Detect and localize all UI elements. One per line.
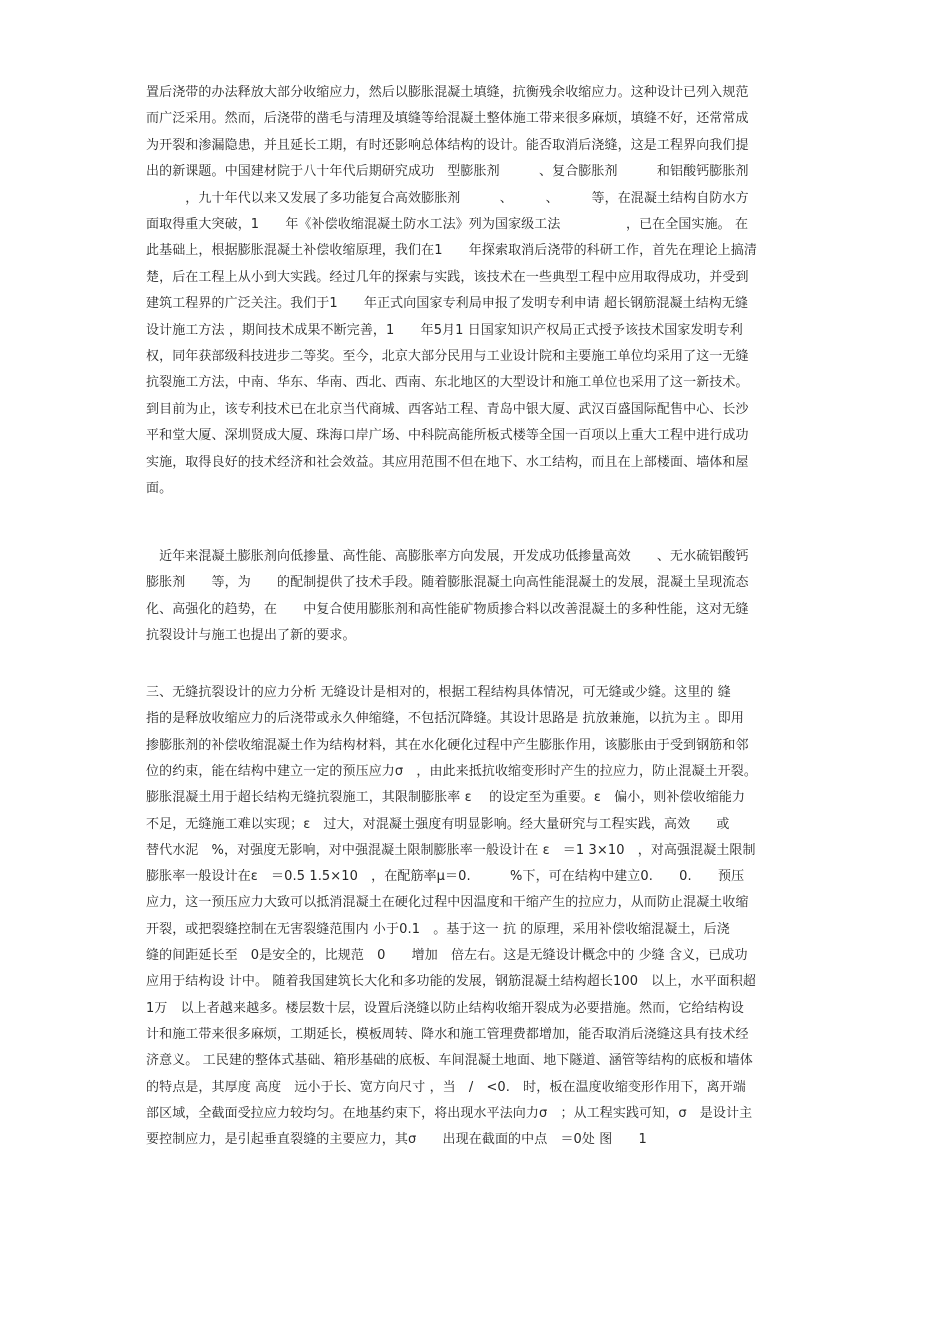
text-line: 此基础上，根据膨胀混凝土补偿收缩原理，我们在1 年探索取消后浇带的科研工作，首先在理论上搞清 <box>146 243 757 259</box>
text-line: ，九十年代以来又发展了多功能复合高效膨胀剂 、 、 等，在混凝土结构自防水方 <box>146 190 749 206</box>
text-line: 化、高强化的趋势，在 中复合使用膨胀剂和高性能矿物质掺合料以改善混凝土的多种性能，这对无缝 <box>146 601 749 617</box>
text-line: 部区域，全截面受拉应力较均匀。在地基约束下，将出现水平法向力σ ；从工程实践可知，σ 是设计主 <box>146 1105 753 1121</box>
text-line: 膨胀率一般设计在ε ＝0.5 1.5×10 ，在配筋率μ＝0. %下，可在结构中建立0. 0. 预压 <box>146 869 745 885</box>
text-line: 缝的间距延长至 0是安全的，比规范 0 增加 倍左右。这是无缝设计概念中的 少缝 含义，已成功 <box>146 948 748 963</box>
text-line: 平和堂大厦、深圳贤成大厦、珠海口岸广场、中科院高能所板式楼等全国一百项以上重大工程中进行成功 <box>146 428 749 444</box>
text-line: 计和施工带来很多麻烦，工期延长，模板周转、降水和施工管理费都增加，能否取消后浇缝这具有技术经 <box>146 1026 749 1042</box>
text-line: 掺膨胀剂的补偿收缩混凝土作为结构材料，其在水化硬化过程中产生膨胀作用，该膨胀由于受到钢筋和邻 <box>146 737 749 753</box>
text-line: 不足，无缝施工难以实现；ε 过大，对混凝土强度有明显影响。经大量研究与工程实践，高效 或 <box>146 816 730 832</box>
text-line: 楚，后在工程上从小到大实践。经过几年的探索与实践，该技术在一些典型工程中应用取得成功，并受到 <box>146 269 749 285</box>
text-line: 设计施工方法 ，期间技术成果不断完善，1 年5月1 日国家知识产权局正式授予该技术国家发明专利 <box>146 322 743 338</box>
text-line: 膨胀混凝土用于超长结构无缝抗裂施工，其限制膨胀率 ε 的设定至为重要。ε 偏小，则补偿收缩能力 <box>146 790 746 806</box>
text-line: 面。 <box>146 481 173 496</box>
text-line: 济意义。 工民建的整体式基础、箱形基础的底板、车间混凝土地面、地下隧道、涵管等结构的底板和墙体 <box>146 1053 753 1069</box>
text-line: 而广泛采用。然而，后浇带的凿毛与清理及填缝等给混凝土整体施工带来很多麻烦，填缝不好，还常常成 <box>146 111 749 127</box>
text-line: 到目前为止，该专利技术已在北京当代商城、西客站工程、青岛中银大厦、武汉百盛国际配售中心、长沙 <box>146 401 749 417</box>
text-line: 抗裂设计与施工也提出了新的要求。 <box>146 627 356 643</box>
text-line: 开裂，或把裂缝控制在无害裂缝范围内 小于0.1 。基于这一 抗 的原理，采用补偿收缩混凝土，后浇 <box>146 921 730 937</box>
text-line: 的特点是，其厚度 高度 远小于长、宽方向尺寸 ，当 / <0. 时，板在温度收缩变形作用下，离开端 <box>146 1079 746 1095</box>
text-line: 出的新课题。中国建材院于八十年代后期研究成功 型膨胀剂 、复合膨胀剂 和铝酸钙膨胀剂 <box>146 164 749 180</box>
text-line: 建筑工程界的广泛关注。我们于1 年正式向国家专利局申报了发明专利申请 超长钢筋混凝土结构无缝 <box>146 296 749 312</box>
text-line: 应用于结构设 计中。 随着我国建筑长大化和多功能的发展，钢筋混凝土结构超长100 以上，水平面积超 <box>146 974 756 990</box>
text-line: 置后浇带的办法释放大部分收缩应力，然后以膨胀混凝土填缝，抗衡残余收缩应力。这种设计已列入规范 <box>146 85 749 100</box>
text-line: 三、无缝抗裂设计的应力分析 无缝设计是相对的，根据工程结构具体情况，可无缝或少缝。这里的 缝 <box>146 685 731 700</box>
text-line: 替代水泥 %，对强度无影响，对中强混凝土限制膨胀率一般设计在 ε ＝1 3×10 ，对高强混凝土限制 <box>146 842 756 858</box>
text-line: 抗裂施工方法，中南、华东、华南、西北、西南、东北地区的大型设计和施工单位也采用了这一新技术。 <box>146 375 749 391</box>
text-line: 应力，这一预压应力大致可以抵消混凝土在硬化过程中因温度和干缩产生的拉应力，从而防止混凝土收缩 <box>146 895 749 911</box>
text-line: 实施，取得良好的技术经济和社会效益。其应用范围不但在地下、水工结构，而且在上部楼面、墙体和屋 <box>146 454 749 470</box>
text-line: 面取得重大突破，1 年《补偿收缩混凝土防水工法》列为国家级工法 ，已在全国实施。 在 <box>146 217 749 232</box>
text-line: 为开裂和渗漏隐患，并且延长工期，有时还影响总体结构的设计。能否取消后浇缝，这是工程界向我们提 <box>146 137 749 153</box>
text-line: 指的是释放收缩应力的后浇带或永久伸缩缝，不包括沉降缝。其设计思路是 抗放兼施，以抗为主 。即用 <box>146 711 744 727</box>
text-line: 权，同年获部级科技进步二等奖。至今，北京大部分民用与工业设计院和主要施工单位均采用了这一无缝 <box>146 349 749 364</box>
text-line: 膨胀剂 等，为 的配制提供了技术手段。随着膨胀混凝土向高性能混凝土的发展，混凝土呈现流态 <box>146 575 749 591</box>
text-line: 要控制应力，是引起垂直裂缝的主要应力，其σ 出现在截面的中点 ＝0处 图 1 <box>146 1132 647 1148</box>
text-line: 近年来混凝土膨胀剂向低掺量、高性能、高膨胀率方向发展，开发成功低掺量高效 、无水硫铝酸钙 <box>146 549 749 564</box>
text-line: 位的约束，能在结构中建立一定的预压应力σ ，由此来抵抗收缩变形时产生的拉应力，防止混凝土开裂。 <box>146 763 757 779</box>
text-line: 1万 以上者越来越多。楼层数十层，设置后浇缝以防止结构收缩开裂成为必要措施。然而，它给结构设 <box>146 1000 744 1016</box>
